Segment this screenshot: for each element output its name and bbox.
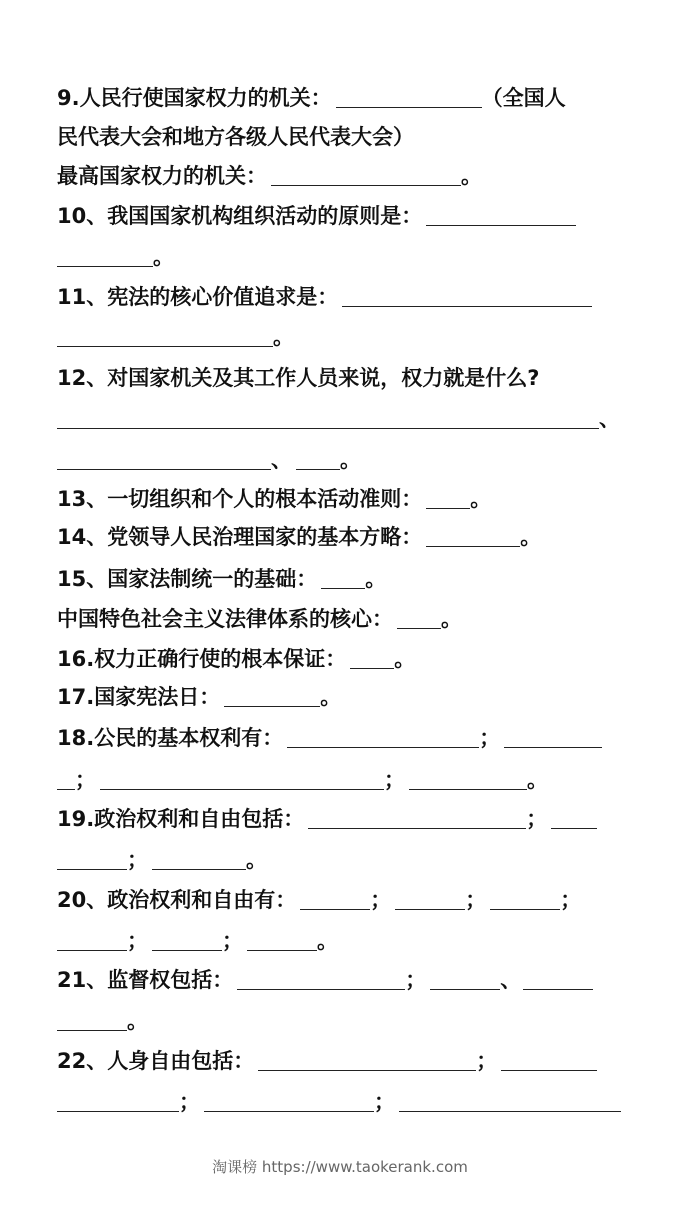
punct: ； bbox=[384, 768, 405, 792]
answer-blank[interactable] bbox=[57, 1089, 179, 1112]
answer-blank[interactable] bbox=[57, 324, 273, 347]
q11-line-2 bbox=[57, 321, 627, 353]
answer-blank[interactable] bbox=[350, 646, 394, 669]
punct: ； bbox=[179, 1090, 200, 1114]
answer-blank[interactable] bbox=[490, 887, 560, 910]
answer-blank[interactable] bbox=[426, 203, 576, 226]
answer-blank[interactable] bbox=[426, 486, 470, 509]
q10-prompt: 10、我国国家机构组织活动的原则是： bbox=[57, 204, 423, 228]
q14-line bbox=[57, 521, 627, 553]
q17-line bbox=[57, 681, 627, 713]
q9-prompt: 9.人民行使国家权力的机关： bbox=[57, 86, 332, 110]
q9-line-1 bbox=[57, 82, 627, 114]
q14-prompt: 14、党领导人民治理国家的基本方略： bbox=[57, 525, 423, 549]
punct: ； bbox=[526, 807, 548, 831]
answer-blank[interactable] bbox=[204, 1089, 374, 1112]
q11-prompt: 11、宪法的核心价值追求是： bbox=[57, 285, 339, 309]
q11-line-1 bbox=[57, 281, 627, 313]
answer-blank[interactable] bbox=[430, 967, 500, 990]
q9-sub-prompt: 最高国家权力的机关： bbox=[57, 164, 267, 188]
answer-blank[interactable] bbox=[57, 1008, 127, 1031]
punct: 。 bbox=[317, 929, 338, 953]
punct: 。 bbox=[365, 567, 387, 591]
q20-line-1 bbox=[57, 884, 627, 916]
q19-prompt: 19.政治权利和自由包括： bbox=[57, 807, 305, 831]
answer-blank[interactable] bbox=[57, 244, 153, 267]
q9-continuation: （全国人 bbox=[481, 86, 566, 110]
answer-blank[interactable] bbox=[57, 928, 127, 951]
q16-prompt: 16.权力正确行使的根本保证： bbox=[57, 647, 347, 671]
answer-blank[interactable] bbox=[57, 767, 75, 790]
punct: ； bbox=[127, 929, 148, 953]
q22-line-1 bbox=[57, 1045, 627, 1077]
q20-prompt: 20、政治权利和自由有： bbox=[57, 888, 297, 912]
q12-line-1 bbox=[57, 362, 627, 394]
q17-prompt: 17.国家宪法日： bbox=[57, 685, 221, 709]
q9-line-3 bbox=[57, 160, 627, 192]
punct: ； bbox=[127, 848, 148, 872]
q10-line-1 bbox=[57, 200, 627, 232]
q15-prompt: 15、国家法制统一的基础： bbox=[57, 567, 318, 591]
answer-blank[interactable] bbox=[523, 967, 593, 990]
q18-line-2 bbox=[57, 764, 627, 796]
q18-line-1 bbox=[57, 722, 627, 754]
punct: ； bbox=[405, 968, 427, 992]
punct: ； bbox=[560, 888, 582, 912]
answer-blank[interactable] bbox=[287, 725, 479, 748]
q15-sub-prompt: 中国特色社会主义法律体系的核心： bbox=[57, 607, 393, 631]
q21-prompt: 21、监督权包括： bbox=[57, 968, 234, 992]
punct: ； bbox=[374, 1090, 395, 1114]
footer-watermark: 淘课榜 https://www.taokerank.com bbox=[212, 1158, 468, 1176]
answer-blank[interactable] bbox=[152, 928, 222, 951]
punct: 。 bbox=[470, 487, 492, 511]
answer-blank[interactable] bbox=[399, 1089, 621, 1112]
punct: 。 bbox=[461, 164, 482, 188]
punct: 。 bbox=[273, 325, 294, 349]
answer-blank[interactable] bbox=[321, 566, 365, 589]
answer-blank[interactable] bbox=[271, 163, 461, 186]
punct: 。 bbox=[246, 848, 267, 872]
q13-line bbox=[57, 483, 627, 515]
q13-prompt: 13、一切组织和个人的根本活动准则： bbox=[57, 487, 423, 511]
punct: ； bbox=[75, 768, 96, 792]
punct: 、 bbox=[271, 448, 292, 472]
punct: 、 bbox=[599, 407, 620, 431]
answer-blank[interactable] bbox=[426, 524, 520, 547]
answer-blank[interactable] bbox=[395, 887, 465, 910]
answer-blank[interactable] bbox=[57, 447, 271, 470]
punct: 。 bbox=[520, 525, 542, 549]
q9-line-2 bbox=[57, 121, 627, 153]
answer-blank[interactable] bbox=[342, 284, 592, 307]
answer-blank[interactable] bbox=[300, 887, 370, 910]
answer-blank[interactable] bbox=[551, 806, 597, 829]
punct: ； bbox=[479, 726, 501, 750]
answer-blank[interactable] bbox=[409, 767, 527, 790]
q22-line-2 bbox=[57, 1086, 627, 1118]
answer-blank[interactable] bbox=[336, 85, 482, 108]
punct: ； bbox=[222, 929, 243, 953]
answer-blank[interactable] bbox=[152, 847, 246, 870]
answer-blank[interactable] bbox=[258, 1048, 476, 1071]
answer-blank[interactable] bbox=[296, 447, 340, 470]
punct: 、 bbox=[500, 968, 522, 992]
answer-blank[interactable] bbox=[237, 967, 405, 990]
q12-line-2 bbox=[57, 403, 627, 435]
q15-line-2 bbox=[57, 603, 627, 635]
q19-line-2 bbox=[57, 844, 627, 876]
q21-line-1 bbox=[57, 964, 627, 996]
answer-blank[interactable] bbox=[224, 684, 320, 707]
answer-blank[interactable] bbox=[504, 725, 602, 748]
answer-blank[interactable] bbox=[397, 606, 441, 629]
q21-line-2 bbox=[57, 1005, 627, 1037]
q12-line-3 bbox=[57, 444, 627, 476]
punct: ； bbox=[370, 888, 392, 912]
answer-blank[interactable] bbox=[57, 847, 127, 870]
q18-prompt: 18.公民的基本权利有： bbox=[57, 726, 284, 750]
q20-line-2 bbox=[57, 925, 627, 957]
answer-blank[interactable] bbox=[247, 928, 317, 951]
answer-blank[interactable] bbox=[308, 806, 526, 829]
punct: ； bbox=[465, 888, 487, 912]
q19-line-1 bbox=[57, 803, 627, 835]
punct: ； bbox=[476, 1049, 498, 1073]
q15-line-1 bbox=[57, 563, 627, 595]
answer-blank[interactable] bbox=[501, 1048, 597, 1071]
q22-prompt: 22、人身自由包括： bbox=[57, 1049, 255, 1073]
punct: 。 bbox=[127, 1009, 148, 1033]
punct: 。 bbox=[441, 607, 462, 631]
punct: 。 bbox=[153, 245, 174, 269]
q12-prompt: 12、对国家机关及其工作人员来说，权力就是什么? bbox=[57, 366, 540, 390]
q9-prompt-cont: 民代表大会和地方各级人民代表大会） bbox=[57, 125, 414, 149]
q10-line-2 bbox=[57, 241, 627, 273]
q16-line bbox=[57, 643, 627, 675]
punct: 。 bbox=[340, 448, 361, 472]
punct: 。 bbox=[320, 685, 342, 709]
answer-blank[interactable] bbox=[57, 406, 599, 429]
answer-blank[interactable] bbox=[100, 767, 384, 790]
punct: 。 bbox=[394, 647, 416, 671]
punct: 。 bbox=[527, 768, 548, 792]
